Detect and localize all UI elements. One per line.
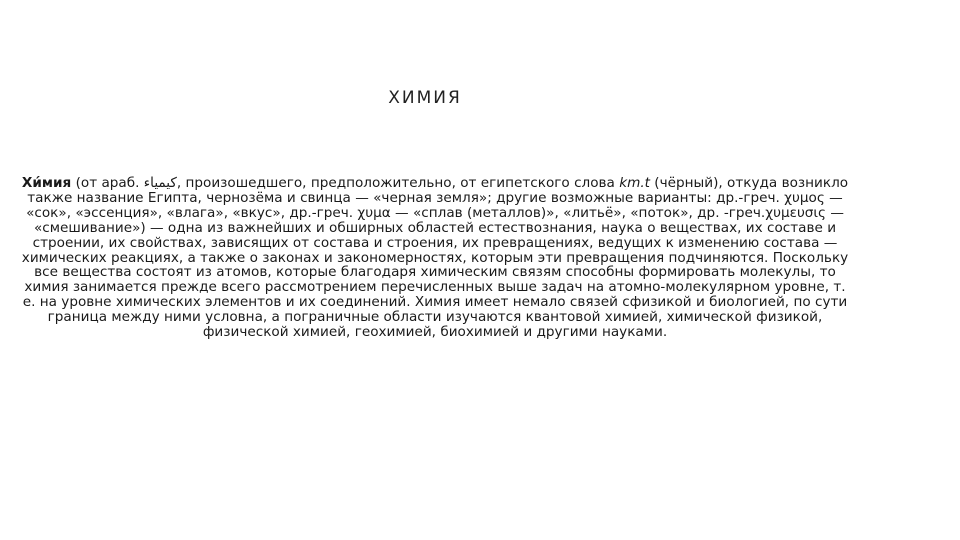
text-segment-3: (чёрный), откуда возникло также название Египта, чернозёма и свинца — «черная земля»; другие возможные варианты: др.-греч. χυμος — «сок», «эссенция», «влага», «вкус», др.-греч. χυμα — «сплав (металлов)», «литьё», «поток», др. -греч.χυμευσις — «смешивание») — одна из важнейших и обширных областей естествознания, наука о веществах, их составе и строении, их свойствах, зависящих от состава и строения, их превращениях, ведущих к изменению состава — химических реакциях, а также о законах и закономерностях, которым эти превращения подчиняются. Поскольку все вещества состоят из атомов, которые благодаря химическим связям способны формировать молекулы, то химия занимается прежде всего рассмотрением перечисленных выше задач на атомно-молекулярном уровне, т. е. на уровне химических элементов и их соединений. Химия имеет немало связей сфизикой и биологией, по сути граница между ними условна, а пограничные области изучаются квантовой химией, химической физикой, физической химией, геохимией, биохимией и другими науками. — [21, 175, 849, 341]
term-heading: Хи́мия — [21, 175, 72, 191]
arabic-word: كيمياء — [143, 175, 177, 191]
text-segment-2: , произошедшего, предположительно, от египетского слова — [176, 175, 620, 191]
body-paragraph — [20, 176, 850, 340]
egyptian-word: km.t — [619, 175, 650, 191]
slide-title: ХИМИЯ — [388, 88, 462, 108]
text-segment-1: (от араб. — [71, 175, 144, 191]
